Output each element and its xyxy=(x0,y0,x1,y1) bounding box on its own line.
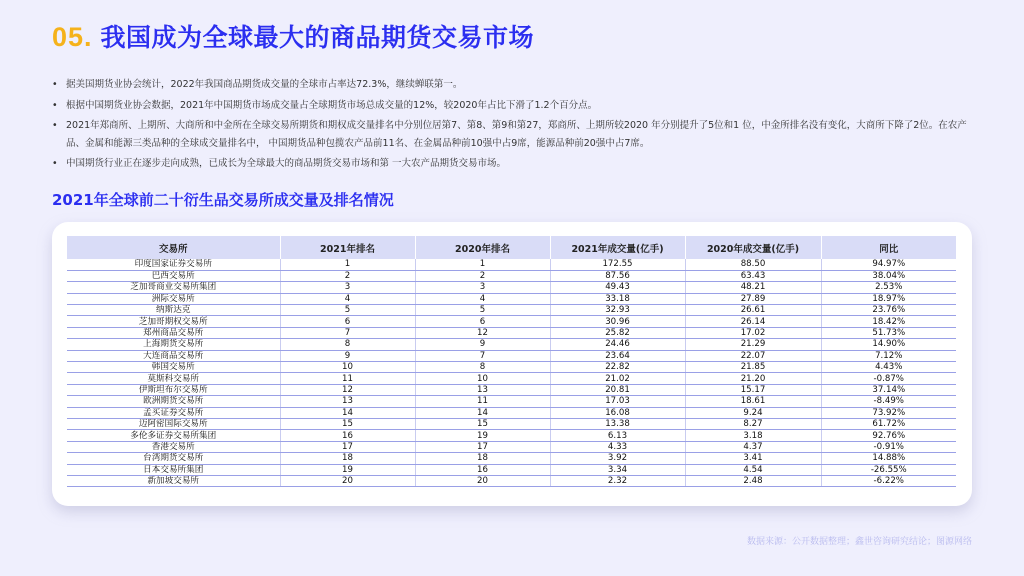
cell-volume-2020: 17.02 xyxy=(685,327,821,338)
column-header-rank-2021: 2021年排名 xyxy=(280,236,415,259)
cell-exchange: 洲际交易所 xyxy=(67,293,280,304)
cell-exchange: 欧洲期货交易所 xyxy=(67,396,280,407)
cell-rank-2020: 5 xyxy=(415,305,550,316)
cell-rank-2021: 20 xyxy=(280,475,415,486)
cell-volume-2020: 4.37 xyxy=(685,441,821,452)
cell-yoy: 92.76% xyxy=(821,430,956,441)
column-header-rank-2020: 2020年排名 xyxy=(415,236,550,259)
cell-rank-2020: 19 xyxy=(415,430,550,441)
table-row xyxy=(67,327,956,338)
cell-rank-2021: 8 xyxy=(280,339,415,350)
cell-volume-2020: 18.61 xyxy=(685,396,821,407)
cell-yoy: -6.22% xyxy=(821,475,956,486)
cell-rank-2021: 5 xyxy=(280,305,415,316)
table-row xyxy=(67,407,956,418)
cell-volume-2020: 21.85 xyxy=(685,362,821,373)
table-header-row xyxy=(67,236,956,259)
table-title: 2021年全球前二十衍生品交易所成交量及排名情况 xyxy=(52,191,394,209)
cell-rank-2020: 8 xyxy=(415,362,550,373)
cell-yoy: 18.97% xyxy=(821,293,956,304)
cell-exchange: 香港交易所 xyxy=(67,441,280,452)
table-card xyxy=(52,222,972,506)
cell-yoy: 94.97% xyxy=(821,259,956,270)
cell-volume-2020: 26.14 xyxy=(685,316,821,327)
exchange-ranking-table xyxy=(67,236,956,487)
cell-volume-2021: 17.03 xyxy=(550,396,685,407)
cell-volume-2020: 15.17 xyxy=(685,384,821,395)
table-row xyxy=(67,475,956,486)
cell-exchange: 芝加哥期权交易所 xyxy=(67,316,280,327)
cell-volume-2020: 3.41 xyxy=(685,453,821,464)
cell-volume-2021: 87.56 xyxy=(550,270,685,281)
cell-volume-2020: 63.43 xyxy=(685,270,821,281)
table-body xyxy=(67,259,956,487)
cell-yoy: 38.04% xyxy=(821,270,956,281)
cell-rank-2021: 13 xyxy=(280,396,415,407)
cell-exchange: 伊斯坦布尔交易所 xyxy=(67,384,280,395)
data-source-note: 数据来源：公开数据整理；鑫世咨询研究结论；图源网络 xyxy=(746,537,972,547)
cell-rank-2021: 4 xyxy=(280,293,415,304)
cell-rank-2020: 11 xyxy=(415,396,550,407)
table-row xyxy=(67,259,956,270)
column-header-volume-2021: 2021年成交量(亿手) xyxy=(550,236,685,259)
cell-volume-2021: 16.08 xyxy=(550,407,685,418)
cell-volume-2020: 48.21 xyxy=(685,282,821,293)
cell-rank-2021: 14 xyxy=(280,407,415,418)
column-header-exchange: 交易所 xyxy=(67,236,280,259)
cell-yoy: 4.43% xyxy=(821,362,956,373)
cell-volume-2021: 32.93 xyxy=(550,305,685,316)
table-row xyxy=(67,396,956,407)
cell-rank-2020: 15 xyxy=(415,418,550,429)
table-row xyxy=(67,350,956,361)
cell-volume-2020: 88.50 xyxy=(685,259,821,270)
table-row xyxy=(67,418,956,429)
cell-yoy: 7.12% xyxy=(821,350,956,361)
page-header xyxy=(52,18,534,54)
cell-exchange: 大连商品交易所 xyxy=(67,350,280,361)
cell-volume-2021: 30.96 xyxy=(550,316,685,327)
table-row xyxy=(67,316,956,327)
column-header-volume-2020: 2020年成交量(亿手) xyxy=(685,236,821,259)
table-row xyxy=(67,453,956,464)
cell-volume-2021: 3.92 xyxy=(550,453,685,464)
cell-rank-2020: 14 xyxy=(415,407,550,418)
cell-rank-2020: 4 xyxy=(415,293,550,304)
cell-yoy: -0.91% xyxy=(821,441,956,452)
table-row xyxy=(67,464,956,475)
cell-volume-2021: 24.46 xyxy=(550,339,685,350)
cell-rank-2020: 6 xyxy=(415,316,550,327)
bullet-item: • 根据中国期货业协会数据，2021年中国期货市场成交量占全球期货市场总成交量的12%，较2020年占比下滑了1.2个百分点。 xyxy=(52,97,982,115)
cell-volume-2020: 3.18 xyxy=(685,430,821,441)
cell-volume-2020: 8.27 xyxy=(685,418,821,429)
cell-rank-2020: 7 xyxy=(415,350,550,361)
cell-yoy: -26.55% xyxy=(821,464,956,475)
cell-yoy: 73.92% xyxy=(821,407,956,418)
cell-volume-2020: 4.54 xyxy=(685,464,821,475)
cell-volume-2021: 25.82 xyxy=(550,327,685,338)
table-row xyxy=(67,305,956,316)
cell-exchange: 印度国家证券交易所 xyxy=(67,259,280,270)
cell-volume-2021: 172.55 xyxy=(550,259,685,270)
cell-rank-2020: 17 xyxy=(415,441,550,452)
cell-rank-2020: 18 xyxy=(415,453,550,464)
cell-rank-2021: 7 xyxy=(280,327,415,338)
cell-yoy: 14.90% xyxy=(821,339,956,350)
cell-volume-2020: 9.24 xyxy=(685,407,821,418)
bullet-item: • 据美国期货业协会统计，2022年我国商品期货成交量的全球市占率达72.3%，继续蝉联第一。 xyxy=(52,76,982,94)
cell-volume-2020: 26.61 xyxy=(685,305,821,316)
cell-rank-2021: 16 xyxy=(280,430,415,441)
cell-rank-2020: 10 xyxy=(415,373,550,384)
cell-rank-2021: 6 xyxy=(280,316,415,327)
cell-exchange: 多伦多证券交易所集团 xyxy=(67,430,280,441)
cell-volume-2021: 6.13 xyxy=(550,430,685,441)
bullet-list xyxy=(52,76,982,176)
cell-rank-2021: 3 xyxy=(280,282,415,293)
cell-volume-2021: 33.18 xyxy=(550,293,685,304)
table-row xyxy=(67,282,956,293)
cell-rank-2021: 11 xyxy=(280,373,415,384)
cell-exchange: 孟买证券交易所 xyxy=(67,407,280,418)
cell-yoy: 61.72% xyxy=(821,418,956,429)
cell-yoy: 51.73% xyxy=(821,327,956,338)
section-number: 05. xyxy=(52,22,93,52)
cell-rank-2021: 10 xyxy=(280,362,415,373)
cell-rank-2020: 2 xyxy=(415,270,550,281)
column-header-yoy: 同比 xyxy=(821,236,956,259)
table-row xyxy=(67,293,956,304)
table-row xyxy=(67,270,956,281)
cell-exchange: 纳斯达克 xyxy=(67,305,280,316)
table-row xyxy=(67,384,956,395)
cell-exchange: 莫斯科交易所 xyxy=(67,373,280,384)
cell-rank-2021: 15 xyxy=(280,418,415,429)
cell-rank-2021: 19 xyxy=(280,464,415,475)
cell-volume-2021: 23.64 xyxy=(550,350,685,361)
cell-rank-2021: 17 xyxy=(280,441,415,452)
cell-yoy: 23.76% xyxy=(821,305,956,316)
page-title: 我国成为全球最大的商品期货交易市场 xyxy=(100,23,535,52)
table-row xyxy=(67,441,956,452)
cell-volume-2021: 13.38 xyxy=(550,418,685,429)
cell-volume-2021: 2.32 xyxy=(550,475,685,486)
cell-rank-2021: 2 xyxy=(280,270,415,281)
cell-volume-2020: 21.20 xyxy=(685,373,821,384)
cell-rank-2021: 1 xyxy=(280,259,415,270)
cell-yoy: -0.87% xyxy=(821,373,956,384)
cell-exchange: 芝加哥商业交易所集团 xyxy=(67,282,280,293)
cell-volume-2020: 21.29 xyxy=(685,339,821,350)
cell-volume-2020: 27.89 xyxy=(685,293,821,304)
cell-exchange: 巴西交易所 xyxy=(67,270,280,281)
cell-exchange: 韩国交易所 xyxy=(67,362,280,373)
cell-volume-2020: 22.07 xyxy=(685,350,821,361)
cell-rank-2021: 18 xyxy=(280,453,415,464)
cell-rank-2021: 12 xyxy=(280,384,415,395)
cell-volume-2021: 4.33 xyxy=(550,441,685,452)
cell-exchange: 郑州商品交易所 xyxy=(67,327,280,338)
table-row xyxy=(67,373,956,384)
cell-rank-2020: 16 xyxy=(415,464,550,475)
cell-rank-2020: 20 xyxy=(415,475,550,486)
cell-volume-2020: 2.48 xyxy=(685,475,821,486)
cell-exchange: 日本交易所集团 xyxy=(67,464,280,475)
cell-exchange: 上海期货交易所 xyxy=(67,339,280,350)
bullet-item: • 中国期货行业正在逐步走向成熟，已成长为全球最大的商品期货交易市场和第 一大农产品期货交易市场。 xyxy=(52,155,982,173)
cell-volume-2021: 49.43 xyxy=(550,282,685,293)
cell-exchange: 迈阿密国际交易所 xyxy=(67,418,280,429)
cell-exchange: 新加坡交易所 xyxy=(67,475,280,486)
cell-yoy: 37.14% xyxy=(821,384,956,395)
cell-rank-2020: 3 xyxy=(415,282,550,293)
cell-volume-2021: 22.82 xyxy=(550,362,685,373)
cell-rank-2020: 12 xyxy=(415,327,550,338)
bullet-item: • 2021年郑商所、上期所、大商所和中金所在全球交易所期货和期权成交量排名中分别位居第7、第8、第9和第27，郑商所、上期所较2020 年分别提升了5位和1 位，中金所排名没有变化，大商所下降了2位。在农产品、金属和能源三类品种的全球成交量排名中， 中国期货品种包揽农产品前11名、在金属品种前10强中占9席，能源品种前20强中占7席。 xyxy=(52,117,982,152)
cell-yoy: 18.42% xyxy=(821,316,956,327)
table-row xyxy=(67,430,956,441)
cell-yoy: 2.53% xyxy=(821,282,956,293)
cell-yoy: -8.49% xyxy=(821,396,956,407)
table-row xyxy=(67,362,956,373)
cell-yoy: 14.88% xyxy=(821,453,956,464)
cell-volume-2021: 21.02 xyxy=(550,373,685,384)
cell-volume-2021: 3.34 xyxy=(550,464,685,475)
cell-rank-2020: 1 xyxy=(415,259,550,270)
cell-volume-2021: 20.81 xyxy=(550,384,685,395)
table-row xyxy=(67,339,956,350)
cell-rank-2021: 9 xyxy=(280,350,415,361)
cell-rank-2020: 13 xyxy=(415,384,550,395)
cell-rank-2020: 9 xyxy=(415,339,550,350)
cell-exchange: 台湾期货交易所 xyxy=(67,453,280,464)
